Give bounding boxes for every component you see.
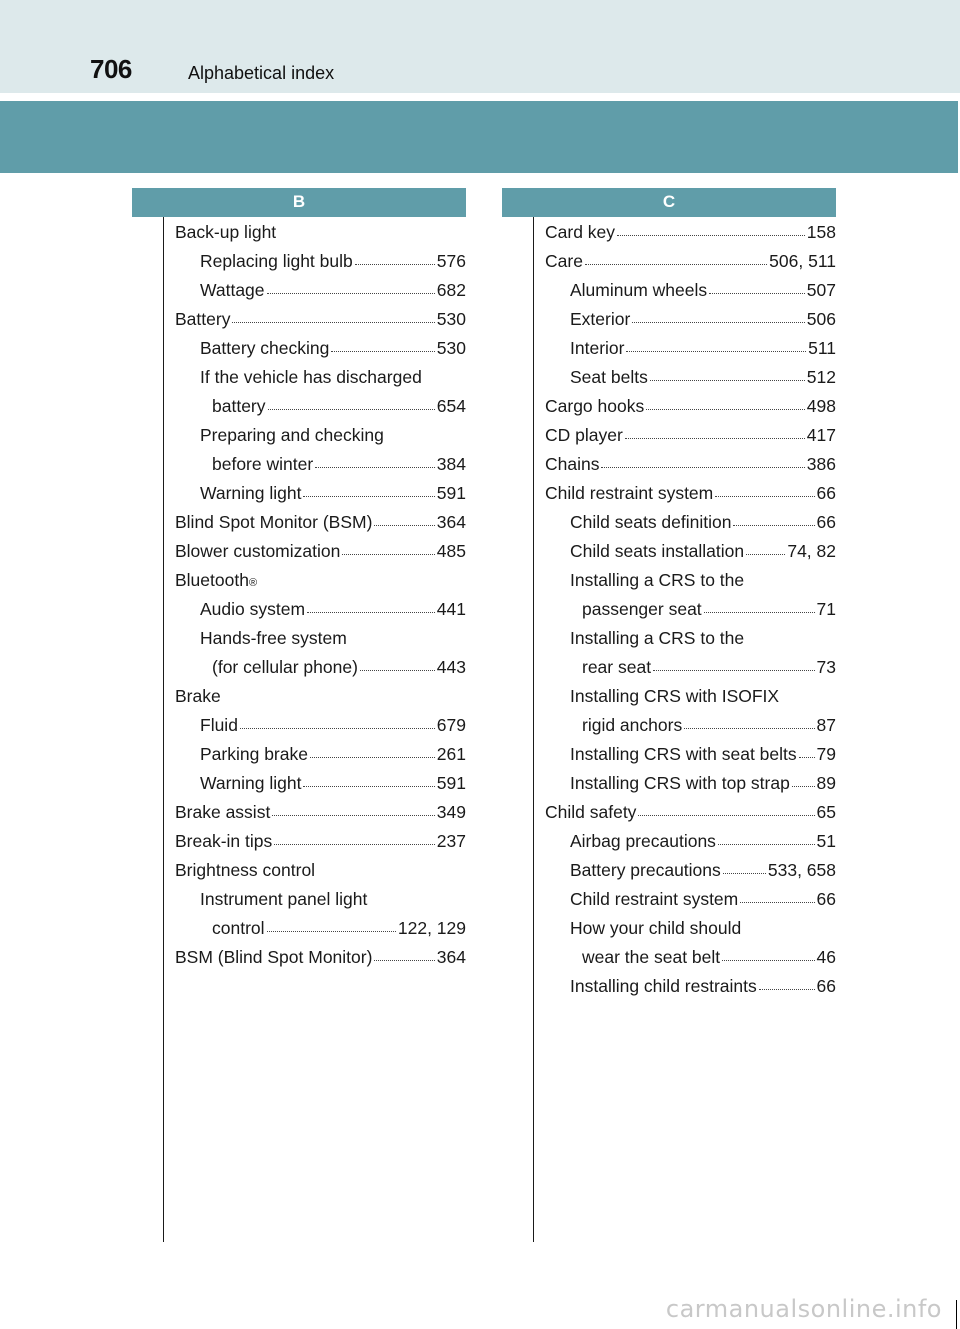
page-reference[interactable]: 511 — [808, 338, 836, 358]
entry-text: Exterior — [570, 309, 631, 329]
entry-text: wear the seat belt — [582, 947, 721, 967]
entry-text: Installing a CRS to the — [570, 570, 745, 590]
page-reference[interactable]: 71 — [816, 599, 836, 619]
index-column-c — [545, 218, 836, 1001]
entry-text: battery — [212, 396, 266, 416]
dot-leader — [718, 844, 815, 845]
entry-text: If the vehicle has discharged — [200, 367, 422, 387]
index-subentry — [545, 682, 836, 711]
dot-leader — [650, 380, 805, 381]
dot-leader — [360, 670, 435, 671]
index-subentry — [545, 595, 836, 624]
entry-text: before winter — [212, 454, 314, 474]
entry-text: Care — [545, 251, 583, 271]
crop-mark — [956, 1300, 957, 1329]
page-reference[interactable]: 66 — [816, 483, 836, 503]
page-reference[interactable]: 576 — [436, 251, 466, 271]
entry-text: Bluetooth — [175, 570, 249, 590]
dot-leader — [792, 786, 815, 787]
dot-leader — [374, 960, 434, 961]
dot-leader — [601, 467, 804, 468]
entry-text: Card key — [545, 222, 616, 242]
entry-text: Blind Spot Monitor (BSM) — [175, 512, 373, 532]
page-reference[interactable]: 654 — [436, 396, 466, 416]
dot-leader — [653, 670, 814, 671]
index-subentry — [175, 334, 466, 363]
index-subentry — [545, 885, 836, 914]
page-reference[interactable]: 74, 82 — [787, 541, 836, 561]
page-reference[interactable]: 485 — [436, 541, 466, 561]
dot-leader — [722, 960, 814, 961]
page-reference[interactable]: 507 — [806, 280, 836, 300]
page-reference[interactable]: 386 — [806, 454, 836, 474]
index-entry — [175, 537, 466, 566]
watermark: carmanualsonline.info — [665, 1295, 942, 1323]
dot-leader — [315, 467, 435, 468]
entry-text: Brightness control — [175, 860, 316, 880]
index-subentry — [175, 392, 466, 421]
index-subentry — [175, 479, 466, 508]
index-entry — [545, 218, 836, 247]
section-banner — [0, 101, 958, 173]
entry-text: BSM (Blind Spot Monitor) — [175, 947, 373, 967]
index-subentry — [175, 711, 466, 740]
entry-text: Child seats definition — [570, 512, 732, 532]
index-subentry — [545, 972, 836, 1001]
entry-text: CD player — [545, 425, 623, 445]
index-subentry — [545, 624, 836, 653]
index-entry — [175, 798, 466, 827]
index-subentry — [545, 363, 836, 392]
dot-leader — [684, 728, 814, 729]
entry-text: passenger seat — [582, 599, 702, 619]
index-subentry — [545, 769, 836, 798]
dot-leader — [272, 815, 434, 816]
index-entry — [545, 392, 836, 421]
entry-text: Battery checking — [200, 338, 330, 358]
dot-leader — [625, 438, 805, 439]
index-entry — [545, 421, 836, 450]
dot-leader — [704, 612, 815, 613]
entry-text: Aluminum wheels — [570, 280, 708, 300]
index-entry — [175, 827, 466, 856]
page-reference[interactable]: 384 — [436, 454, 466, 474]
dot-leader — [303, 786, 434, 787]
index-subentry — [175, 595, 466, 624]
page-reference[interactable]: 46 — [816, 947, 836, 967]
index-subentry — [545, 537, 836, 566]
dot-leader — [342, 554, 434, 555]
entry-text: Brake assist — [175, 802, 271, 822]
entry-text: Fluid — [200, 715, 238, 735]
entry-text: Chains — [545, 454, 600, 474]
entry-text: Installing child restraints — [570, 976, 757, 996]
page-reference[interactable]: 364 — [436, 512, 466, 532]
entry-text: Battery — [175, 309, 231, 329]
dot-leader — [646, 409, 805, 410]
page-reference[interactable]: 679 — [436, 715, 466, 735]
index-subentry — [175, 421, 466, 450]
entry-text: Child restraint system — [570, 889, 739, 909]
entry-text: Seat belts — [570, 367, 648, 387]
page-reference[interactable]: 87 — [816, 715, 836, 735]
dot-leader — [733, 525, 814, 526]
index-subentry — [545, 711, 836, 740]
entry-text: rear seat — [582, 657, 652, 677]
page-reference[interactable]: 506, 511 — [769, 251, 836, 271]
page-reference[interactable]: 65 — [816, 802, 836, 822]
dot-leader — [240, 728, 435, 729]
entry-text: Break-in tips — [175, 831, 273, 851]
column-rule — [163, 217, 164, 1242]
entry-text: control — [212, 918, 265, 938]
index-entry — [175, 943, 466, 972]
index-entry — [175, 218, 466, 247]
entry-text: Parking brake — [200, 744, 308, 764]
index-subentry — [545, 943, 836, 972]
page-reference[interactable]: 158 — [806, 222, 836, 242]
page-reference[interactable]: 591 — [436, 773, 466, 793]
dot-leader — [274, 844, 435, 845]
index-subentry — [175, 363, 466, 392]
page-reference[interactable]: 533, 658 — [767, 860, 836, 880]
page-reference[interactable]: 682 — [436, 280, 466, 300]
index-entry: Bluetooth ® — [175, 566, 466, 595]
index-subentry — [175, 450, 466, 479]
index-subentry — [175, 624, 466, 653]
dot-leader — [740, 902, 814, 903]
header-band — [0, 0, 960, 93]
dot-leader — [638, 815, 814, 816]
index-subentry — [175, 276, 466, 305]
index-subentry — [175, 885, 466, 914]
dot-leader — [374, 525, 434, 526]
page-reference[interactable]: 530 — [436, 309, 466, 329]
entry-text: Preparing and checking — [200, 425, 384, 445]
entry-text: rigid anchors — [582, 715, 683, 735]
entry-text: Audio system — [200, 599, 306, 619]
dot-leader — [303, 496, 434, 497]
index-subentry — [545, 740, 836, 769]
entry-text: Child safety — [545, 802, 637, 822]
entry-text: Cargo hooks — [545, 396, 645, 416]
dot-leader — [799, 757, 815, 758]
entry-text: Installing a CRS to the — [570, 628, 745, 648]
column-rule — [533, 217, 534, 1242]
index-subentry — [545, 856, 836, 885]
entry-text: Installing CRS with top strap — [570, 773, 790, 793]
index-subentry — [175, 769, 466, 798]
entry-text: Blower customization — [175, 541, 341, 561]
dot-leader — [232, 322, 434, 323]
page-reference[interactable]: 441 — [436, 599, 466, 619]
page-reference[interactable]: 530 — [436, 338, 466, 358]
dot-leader — [632, 322, 805, 323]
index-subentry — [545, 914, 836, 943]
index-entry — [545, 479, 836, 508]
index-column-b — [175, 218, 466, 972]
index-subentry — [545, 653, 836, 682]
dot-leader — [307, 612, 435, 613]
entry-text: Warning light — [200, 483, 302, 503]
index-subentry — [175, 247, 466, 276]
entry-text: Instrument panel light — [200, 889, 368, 909]
index-entry — [545, 798, 836, 827]
dot-leader — [267, 293, 435, 294]
entry-text: Wattage — [200, 280, 265, 300]
index-subentry — [545, 276, 836, 305]
entry-text: Installing CRS with ISOFIX — [570, 686, 780, 706]
dot-leader — [310, 757, 435, 758]
dot-leader — [709, 293, 805, 294]
page-reference[interactable]: 506 — [806, 309, 836, 329]
page-reference[interactable]: 364 — [436, 947, 466, 967]
entry-text: Replacing light bulb — [200, 251, 353, 271]
page-reference[interactable]: 66 — [816, 976, 836, 996]
page-reference[interactable]: 73 — [816, 657, 836, 677]
entry-text: How your child should — [570, 918, 742, 938]
index-subentry — [175, 653, 466, 682]
page-reference[interactable]: 89 — [816, 773, 836, 793]
entry-text: (for cellular phone) — [212, 657, 358, 677]
dot-leader — [723, 873, 766, 874]
index-entry — [175, 682, 466, 711]
dot-leader — [715, 496, 814, 497]
page-reference[interactable]: 349 — [436, 802, 466, 822]
page-title: Alphabetical index — [188, 63, 335, 83]
page-reference[interactable]: 443 — [436, 657, 466, 677]
letter-header-c: C — [502, 188, 836, 217]
dot-leader — [355, 264, 435, 265]
page-reference[interactable]: 591 — [436, 483, 466, 503]
entry-text: Airbag precautions — [570, 831, 716, 851]
index-subentry — [545, 566, 836, 595]
dot-leader — [617, 235, 805, 236]
dot-leader — [267, 931, 396, 932]
dot-leader — [331, 351, 434, 352]
page-reference[interactable]: 237 — [436, 831, 466, 851]
entry-text: Back-up light — [175, 222, 277, 242]
dot-leader — [268, 409, 435, 410]
page-reference[interactable]: 122, 129 — [397, 918, 466, 938]
index-subentry — [545, 334, 836, 363]
entry-text: Hands-free system — [200, 628, 347, 648]
dot-leader — [626, 351, 806, 352]
index-entry — [545, 247, 836, 276]
page-reference[interactable]: 417 — [806, 425, 836, 445]
page-reference[interactable]: 66 — [816, 889, 836, 909]
index-subentry — [545, 827, 836, 856]
dot-leader — [746, 554, 785, 555]
index-subentry — [545, 508, 836, 537]
dot-leader — [585, 264, 767, 265]
entry-text: Battery precautions — [570, 860, 721, 880]
index-entry — [545, 450, 836, 479]
index-subentry — [175, 914, 466, 943]
entry-text: Child seats installation — [570, 541, 745, 561]
index-entry — [175, 305, 466, 334]
entry-text: Brake — [175, 686, 221, 706]
page-reference[interactable]: 261 — [436, 744, 466, 764]
page-reference[interactable]: 498 — [806, 396, 836, 416]
entry-text: Interior — [570, 338, 625, 358]
entry-text: Installing CRS with seat belts — [570, 744, 797, 764]
dot-leader — [759, 989, 815, 990]
index-entry — [175, 508, 466, 537]
entry-text: Child restraint system — [545, 483, 714, 503]
page-reference[interactable]: 51 — [816, 831, 836, 851]
page-reference[interactable]: 79 — [816, 744, 836, 764]
index-subentry — [175, 740, 466, 769]
entry-text: Warning light — [200, 773, 302, 793]
page-reference[interactable]: 66 — [816, 512, 836, 532]
index-subentry — [545, 305, 836, 334]
page-reference[interactable]: 512 — [806, 367, 836, 387]
letter-header-b: B — [132, 188, 466, 217]
page-number: 706 — [90, 54, 132, 84]
index-entry — [175, 856, 466, 885]
